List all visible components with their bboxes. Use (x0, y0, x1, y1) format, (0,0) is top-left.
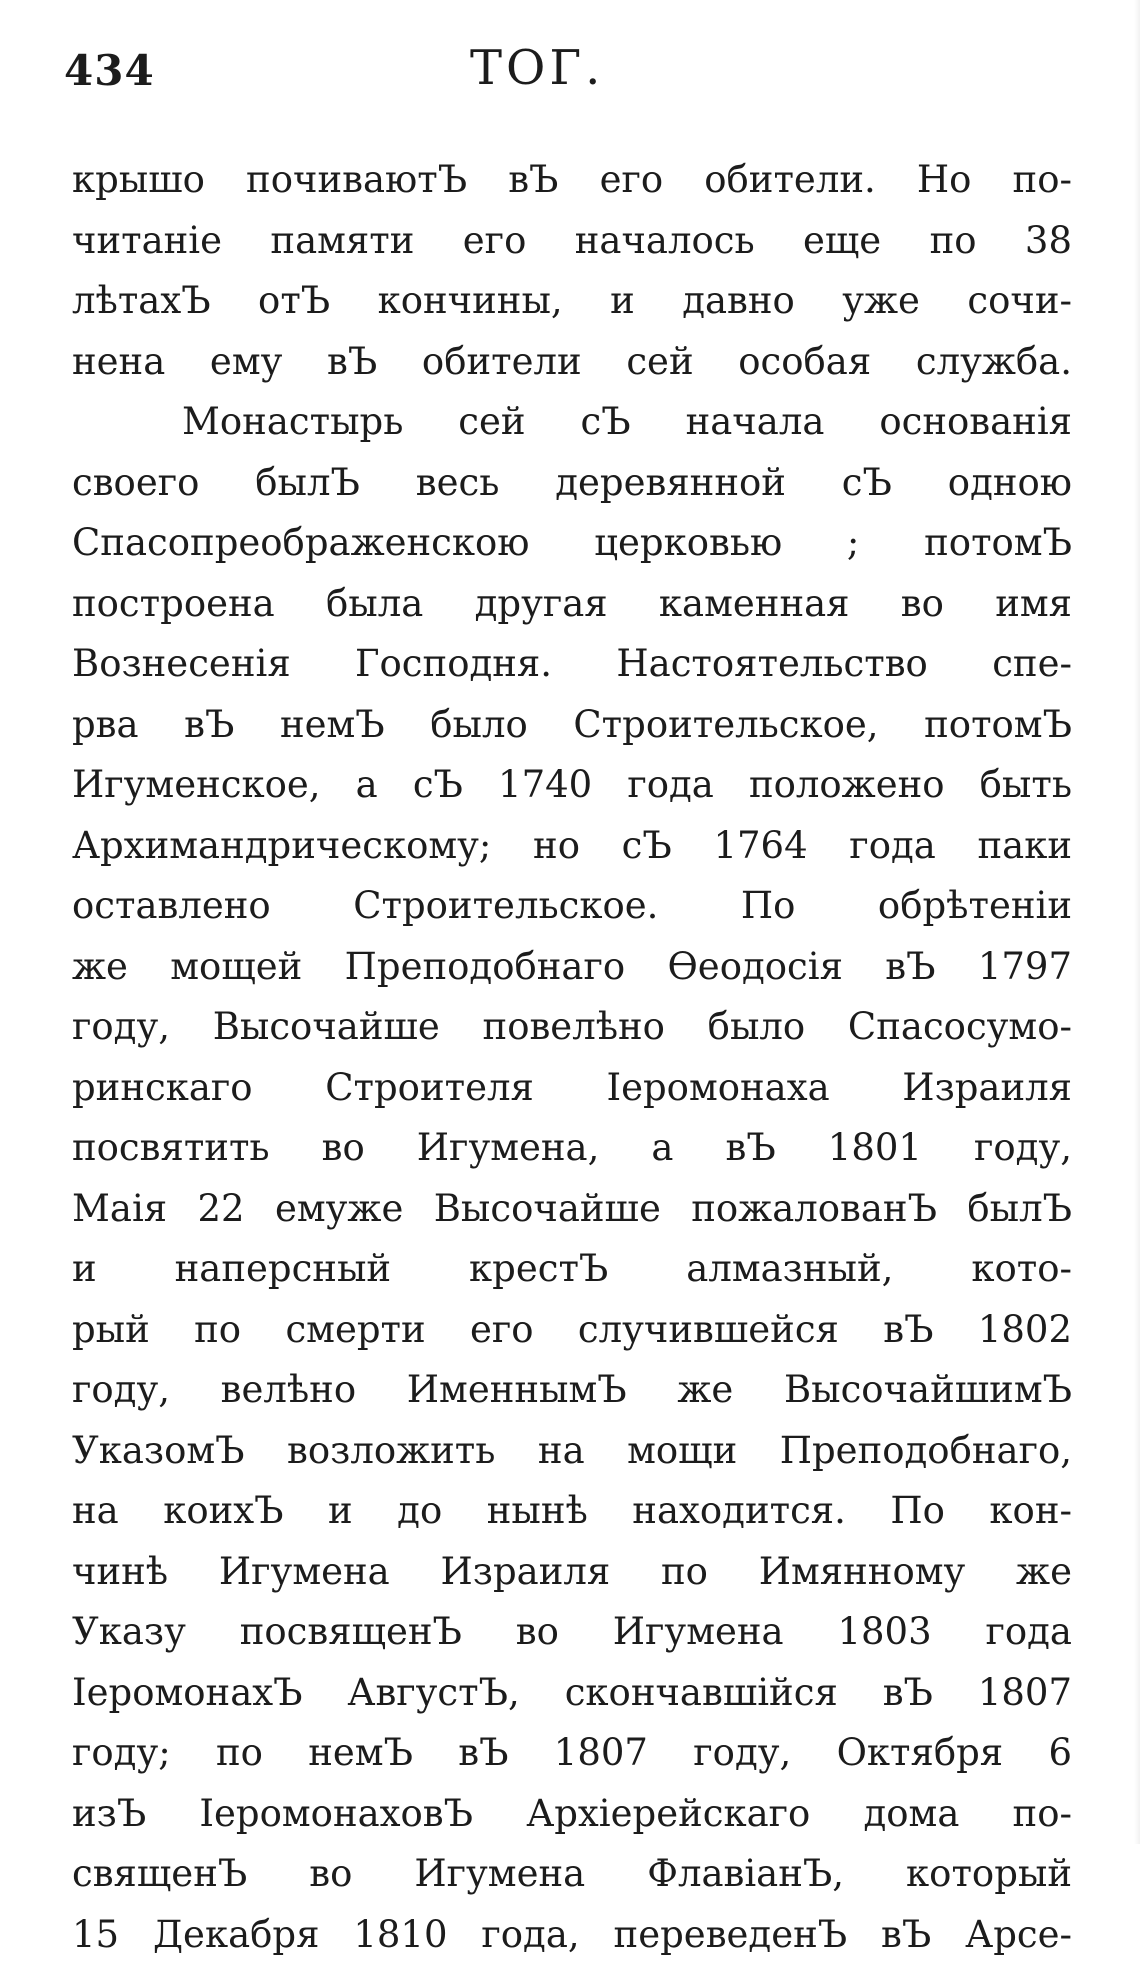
text-line: УказомЪ возложить на мощи Преподобнаго, (72, 1421, 1072, 1482)
paragraph-start-line: Монастырь сей сЪ начала основанія (72, 392, 1072, 453)
text-line: своего былЪ весь деревянной сЪ одною (72, 453, 1072, 514)
text-line: нена ему вЪ обители сей особая служба. (72, 332, 1072, 393)
text-line: рва вЪ немЪ было Строительское, потомЪ (72, 695, 1072, 756)
text-line: Игуменское, а сЪ 1740 года положено быть (72, 755, 1072, 816)
text-line: построена была другая каменная во имя (72, 574, 1072, 635)
text-line: и наперсный крестЪ алмазный, кото- (72, 1239, 1072, 1300)
page-edge-shadow (1134, 0, 1140, 1844)
text-line: Спасопреображенскою церковью ; потомЪ (72, 513, 1072, 574)
text-line: священЪ во Игумена ФлавіанЪ, который (72, 1844, 1072, 1905)
text-line: году; по немЪ вЪ 1807 году, Октября 6 (72, 1723, 1072, 1784)
text-line: на коихЪ и до нынѣ находится. По кон- (72, 1481, 1072, 1542)
text-line: ринскаго Строителя Іеромонаха Израиля (72, 1058, 1072, 1119)
text-line: Указу посвященЪ во Игумена 1803 года (72, 1602, 1072, 1663)
body-text (72, 150, 1072, 1965)
text-line: рый по смерти его случившейся вЪ 1802 (72, 1300, 1072, 1361)
text-line: 15 Декабря 1810 года, переведенЪ вЪ Арсе- (72, 1905, 1072, 1965)
text-line: году, Высочайше повелѣно было Спасосумо- (72, 997, 1072, 1058)
text-line: ІеромонахЪ АвгустЪ, скончавшійся вЪ 1807 (72, 1663, 1072, 1724)
text-line: изЪ ІеромонаховЪ Архіерейскаго дома по- (72, 1784, 1072, 1845)
text-line: Вознесенія Господня. Настоятельство спе- (72, 634, 1072, 695)
text-line: читаніе памяти его началось еще по 38 (72, 211, 1072, 272)
text-line: году, велѣно ИменнымЪ же ВысочайшимЪ (72, 1360, 1072, 1421)
page-number: 434 (64, 46, 155, 95)
text-line: Архимандрическому; но сЪ 1764 года паки (72, 816, 1072, 877)
text-line: лѣтахЪ отЪ кончины, и давно уже сочи- (72, 271, 1072, 332)
text-line: же мощей Преподобнаго Өеодосія вЪ 1797 (72, 937, 1072, 998)
running-title: ТОГ. (470, 40, 604, 96)
text-line: крышо почиваютЪ вЪ его обители. Но по- (72, 150, 1072, 211)
text-line: оставлено Строительское. По обрѣтеніи (72, 876, 1072, 937)
text-line: Маія 22 емуже Высочайше пожалованЪ былЪ (72, 1179, 1072, 1240)
text-line: посвятить во Игумена, а вЪ 1801 году, (72, 1118, 1072, 1179)
text-line: чинѣ Игумена Израиля по Имянному же (72, 1542, 1072, 1603)
